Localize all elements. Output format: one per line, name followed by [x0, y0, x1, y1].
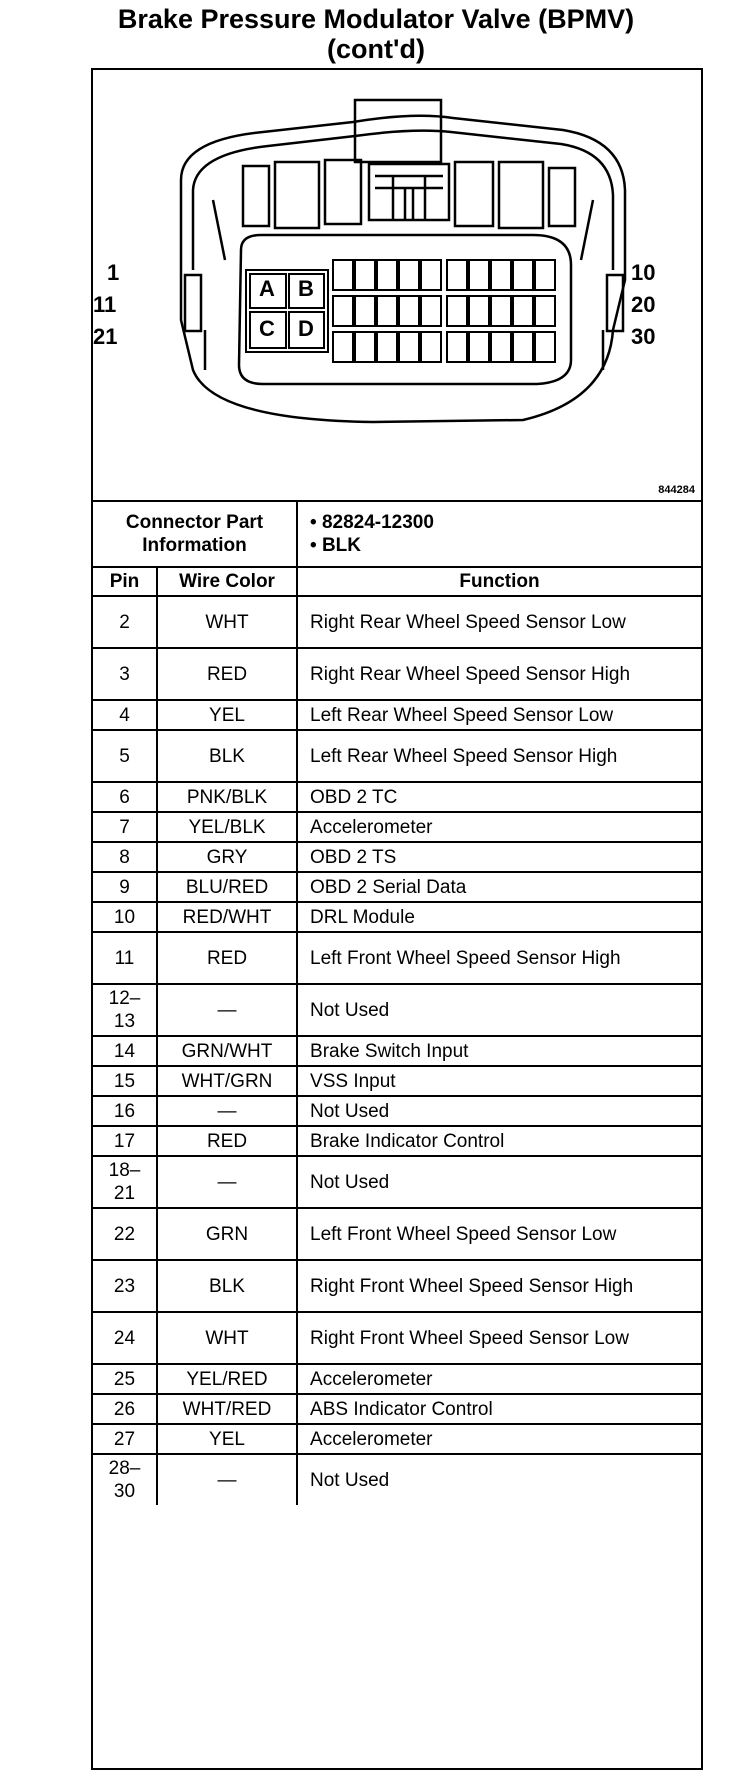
table-row	[93, 1394, 701, 1424]
pin-label-1: 1	[107, 260, 120, 285]
function-cell: DRL Module	[297, 902, 701, 932]
pin-cavity	[377, 260, 397, 290]
pin-cell: 28–30	[93, 1454, 157, 1505]
pin-cavity	[399, 332, 419, 362]
table-row	[93, 984, 701, 1036]
wire-color-cell: —	[157, 1156, 297, 1208]
function-cell: Not Used	[297, 1454, 701, 1505]
pin-cell: 14	[93, 1036, 157, 1066]
pin-cell: 8	[93, 842, 157, 872]
table-row	[93, 648, 701, 700]
pin-cavity	[513, 296, 533, 326]
wire-color-cell: WHT/GRN	[157, 1066, 297, 1096]
pin-cavity	[333, 260, 353, 290]
connector-info-row	[93, 501, 701, 567]
pin-cell: 23	[93, 1260, 157, 1312]
pin-cell: 22	[93, 1208, 157, 1260]
pin-cavity	[421, 260, 441, 290]
table-row	[93, 1454, 701, 1505]
function-cell: ABS Indicator Control	[297, 1394, 701, 1424]
wire-color-cell: GRN/WHT	[157, 1036, 297, 1066]
pin-cell: 9	[93, 872, 157, 902]
wire-color-cell: YEL	[157, 1424, 297, 1454]
pin-cell: 15	[93, 1066, 157, 1096]
cavity-label-d: D	[298, 316, 314, 341]
pin-cavity	[535, 296, 555, 326]
function-cell: Left Front Wheel Speed Sensor Low	[297, 1208, 701, 1260]
function-cell: Not Used	[297, 984, 701, 1036]
pin-cavity	[491, 260, 511, 290]
function-cell: Right Front Wheel Speed Sensor High	[297, 1260, 701, 1312]
pin-cell: 7	[93, 812, 157, 842]
pin-cavity	[399, 296, 419, 326]
table-row	[93, 1126, 701, 1156]
wire-color-cell: RED	[157, 932, 297, 984]
function-cell: Accelerometer	[297, 1364, 701, 1394]
pin-cell: 4	[93, 700, 157, 730]
pin-cavity	[447, 332, 467, 362]
pin-cell: 5	[93, 730, 157, 782]
function-cell: Left Rear Wheel Speed Sensor High	[297, 730, 701, 782]
pin-cell: 17	[93, 1126, 157, 1156]
table-row	[93, 700, 701, 730]
header-pin: Pin	[93, 567, 157, 596]
pin-cavity	[355, 296, 375, 326]
pin-cell: 11	[93, 932, 157, 984]
table-row	[93, 1156, 701, 1208]
table-row	[93, 842, 701, 872]
pin-cavity-grid	[333, 260, 555, 362]
header-wire-color: Wire Color	[157, 567, 297, 596]
pin-cavity	[421, 296, 441, 326]
pin-cavity	[333, 332, 353, 362]
table-row	[93, 596, 701, 648]
pin-label-30: 30	[631, 324, 656, 349]
wire-color-cell: YEL/RED	[157, 1364, 297, 1394]
function-cell: Left Rear Wheel Speed Sensor Low	[297, 700, 701, 730]
pin-cavity	[535, 260, 555, 290]
wire-color-cell: RED/WHT	[157, 902, 297, 932]
connector-info-label: Connector Part Information	[93, 501, 297, 567]
function-cell: Accelerometer	[297, 812, 701, 842]
connector-part-number: • 82824-12300	[310, 512, 434, 533]
pin-label-11: 11	[93, 292, 117, 317]
connector-diagram	[93, 70, 701, 502]
page-title	[0, 4, 752, 64]
pin-cell: 26	[93, 1394, 157, 1424]
pin-label-20: 20	[631, 292, 656, 317]
table-row	[93, 782, 701, 812]
wire-color-cell: WHT/RED	[157, 1394, 297, 1424]
pin-cavity	[469, 332, 489, 362]
pin-cavity	[355, 260, 375, 290]
wire-color-cell: —	[157, 1096, 297, 1126]
pin-cell: 25	[93, 1364, 157, 1394]
wire-color-cell: YEL/BLK	[157, 812, 297, 842]
function-cell: Brake Switch Input	[297, 1036, 701, 1066]
table-row	[93, 1260, 701, 1312]
table-row	[93, 1036, 701, 1066]
pin-cavity	[447, 260, 467, 290]
function-cell: Right Rear Wheel Speed Sensor Low	[297, 596, 701, 648]
pin-cavity	[333, 296, 353, 326]
connector-color: • BLK	[310, 535, 361, 556]
function-cell: Left Front Wheel Speed Sensor High	[297, 932, 701, 984]
pin-cavity	[355, 332, 375, 362]
wire-color-cell: —	[157, 1454, 297, 1505]
function-cell: OBD 2 Serial Data	[297, 872, 701, 902]
wire-color-cell: —	[157, 984, 297, 1036]
title-line-2: (cont'd)	[327, 34, 425, 64]
table-row	[93, 1066, 701, 1096]
table-row	[93, 932, 701, 984]
pin-cell: 16	[93, 1096, 157, 1126]
cavity-label-b: B	[298, 276, 314, 301]
pin-cell: 18–21	[93, 1156, 157, 1208]
function-cell: OBD 2 TC	[297, 782, 701, 812]
wire-color-cell: YEL	[157, 700, 297, 730]
function-cell: VSS Input	[297, 1066, 701, 1096]
table-row	[93, 872, 701, 902]
pin-cavity	[491, 296, 511, 326]
pin-cell: 6	[93, 782, 157, 812]
function-cell: OBD 2 TS	[297, 842, 701, 872]
cavity-label-a: A	[259, 276, 275, 301]
pin-cell: 27	[93, 1424, 157, 1454]
pin-cavity	[513, 332, 533, 362]
wire-color-cell: BLK	[157, 730, 297, 782]
header-function: Function	[297, 567, 701, 596]
pin-cavity	[377, 296, 397, 326]
connector-face-drawing	[93, 70, 701, 500]
pin-cavity	[535, 332, 555, 362]
pin-cavity	[491, 332, 511, 362]
wire-color-cell: GRN	[157, 1208, 297, 1260]
table-header-row	[93, 567, 701, 596]
pin-cavity	[469, 260, 489, 290]
pin-cavity	[421, 332, 441, 362]
table-row	[93, 1424, 701, 1454]
function-cell: Not Used	[297, 1156, 701, 1208]
pin-cell: 12–13	[93, 984, 157, 1036]
wire-color-cell: GRY	[157, 842, 297, 872]
wire-color-cell: WHT	[157, 596, 297, 648]
pin-cavity	[447, 296, 467, 326]
function-cell: Right Rear Wheel Speed Sensor High	[297, 648, 701, 700]
connector-info-values	[297, 501, 701, 567]
figure-id: 844284	[658, 484, 695, 496]
pin-cavity	[399, 260, 419, 290]
wire-color-cell: PNK/BLK	[157, 782, 297, 812]
table-row	[93, 1364, 701, 1394]
function-cell: Not Used	[297, 1096, 701, 1126]
pin-cavity	[377, 332, 397, 362]
title-line-1: Brake Pressure Modulator Valve (BPMV)	[117, 4, 635, 34]
wire-color-cell: RED	[157, 648, 297, 700]
wire-color-cell: BLU/RED	[157, 872, 297, 902]
table-row	[93, 730, 701, 782]
connector-sheet	[91, 68, 703, 1770]
table-row	[93, 1096, 701, 1126]
function-cell: Brake Indicator Control	[297, 1126, 701, 1156]
table-row	[93, 812, 701, 842]
wire-color-cell: BLK	[157, 1260, 297, 1312]
pin-label-10: 10	[631, 260, 656, 285]
pin-cell: 2	[93, 596, 157, 648]
cavity-label-c: C	[259, 316, 275, 341]
pin-cell: 24	[93, 1312, 157, 1364]
pin-label-21: 21	[93, 324, 118, 349]
table-row	[93, 1208, 701, 1260]
function-cell: Right Front Wheel Speed Sensor Low	[297, 1312, 701, 1364]
table-row	[93, 902, 701, 932]
wire-color-cell: WHT	[157, 1312, 297, 1364]
pin-cavity	[513, 260, 533, 290]
pin-cell: 10	[93, 902, 157, 932]
function-cell: Accelerometer	[297, 1424, 701, 1454]
pin-cavity	[469, 296, 489, 326]
wire-color-cell: RED	[157, 1126, 297, 1156]
pinout-table	[93, 500, 701, 1505]
pin-cell: 3	[93, 648, 157, 700]
table-row	[93, 1312, 701, 1364]
